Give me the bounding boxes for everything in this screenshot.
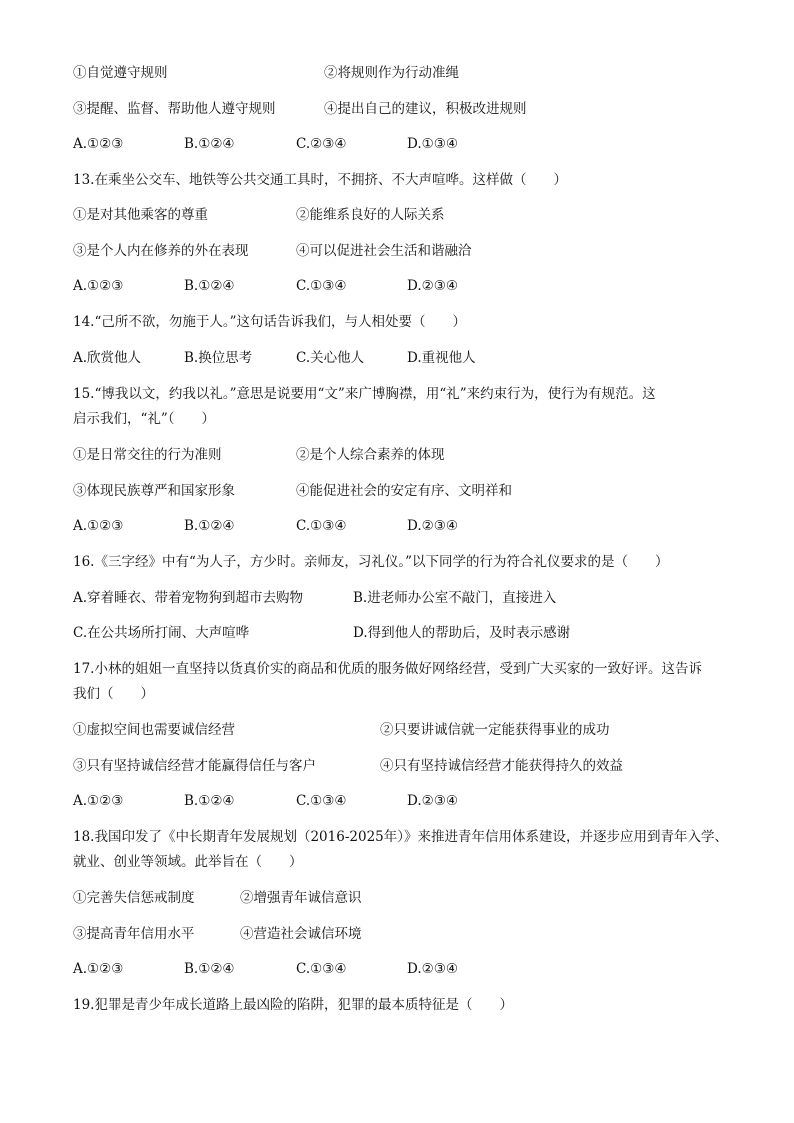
- q17-option-2: ②只要讲诚信就一定能获得事业的成功: [380, 722, 610, 738]
- q17-choice-a: A.①②③: [73, 793, 124, 809]
- q18-choice-d: D.②③④: [407, 961, 458, 977]
- q18-option-2: ②增强青年诚信意识: [240, 890, 362, 906]
- q14-stem: 14.“己所不欲，勿施于人。”这句话告诉我们，与人相处要（ ）: [73, 314, 467, 330]
- q17-option-4: ④只有坚持诚信经营才能获得持久的效益: [380, 758, 623, 774]
- q14-choice-a: A.欣赏他人: [73, 350, 142, 366]
- q15-option-2: ②是个人综合素养的体现: [296, 447, 445, 463]
- q17-stem-line-2: 我们（ ）: [73, 686, 154, 702]
- q13-option-2: ②能维系良好的人际关系: [296, 207, 445, 223]
- q15-choice-d: D.②③④: [407, 518, 458, 534]
- q18-option-4: ④营造社会诚信环境: [240, 926, 362, 942]
- q12-choice-a: A.①②③: [73, 136, 124, 152]
- q18-choice-a: A.①②③: [73, 961, 124, 977]
- q16-stem: 16.《三字经》中有“为人子，方少时。亲师友，习礼仪。”以下同学的行为符合礼仪要求的是（ ）: [73, 554, 669, 570]
- q15-option-1: ①是日常交往的行为准则: [73, 447, 222, 463]
- q16-choice-a: A.穿着睡衣、带着宠物狗到超市去购物: [73, 590, 304, 606]
- q12-choice-c: C.②③④: [296, 136, 347, 152]
- q17-option-1: ①虚拟空间也需要诚信经营: [73, 722, 235, 738]
- q15-choice-c: C.①③④: [296, 518, 347, 534]
- q12-choice-b: B.①②④: [184, 136, 235, 152]
- q18-option-3: ③提高青年信用水平: [73, 926, 195, 942]
- q17-stem-line-1: 17.小林的姐姐一直坚持以货真价实的商品和优质的服务做好网络经营，受到广大买家的一致好评。这告诉: [73, 661, 702, 677]
- q13-choice-d: D.②③④: [407, 278, 458, 294]
- q16-choice-d: D.得到他人的帮助后，及时表示感谢: [353, 625, 571, 641]
- q15-stem-line-1: 15.“博我以文，约我以礼。”意思是说要用“文”来广博胸襟，用“礼”来约束行为，使行为有规范。这: [73, 386, 656, 402]
- q18-option-1: ①完善失信惩戒制度: [73, 890, 195, 906]
- q15-choice-a: A.①②③: [73, 518, 124, 534]
- q14-choice-b: B.换位思考: [184, 350, 253, 366]
- q15-option-3: ③体现民族尊严和国家形象: [73, 483, 235, 499]
- q13-option-1: ①是对其他乘客的尊重: [73, 207, 208, 223]
- q12-option-4: ④提出自己的建议，积极改进规则: [324, 101, 527, 117]
- q18-choice-b: B.①②④: [184, 961, 235, 977]
- q12-choice-d: D.①③④: [407, 136, 458, 152]
- q12-option-1: ①自觉遵守规则: [73, 65, 168, 81]
- q13-choice-c: C.①③④: [296, 278, 347, 294]
- q15-stem-line-2: 启示我们，“礼”（ ）: [73, 411, 216, 427]
- q16-choice-c: C.在公共场所打闹、大声喧哗: [73, 625, 250, 641]
- q18-stem-line-1: 18.我国印发了《中长期青年发展规划（2016-2025年）》来推进青年信用体系建设，并逐步应用到青年入学、: [73, 829, 728, 845]
- q14-choice-c: C.关心他人: [296, 350, 365, 366]
- q19-stem: 19.犯罪是青少年成长道路上最凶险的陷阱，犯罪的最本质特征是（ ）: [73, 997, 513, 1013]
- q17-option-3: ③只有坚持诚信经营才能赢得信任与客户: [73, 758, 316, 774]
- q13-stem: 13.在乘坐公交车、地铁等公共交通工具时，不拥挤、不大声喧哗。这样做（ ）: [73, 172, 567, 188]
- q13-choice-a: A.①②③: [73, 278, 124, 294]
- q15-option-4: ④能促进社会的安定有序、文明祥和: [296, 483, 512, 499]
- q17-choice-d: D.②③④: [407, 793, 458, 809]
- q14-choice-d: D.重视他人: [407, 350, 476, 366]
- q18-choice-c: C.①③④: [296, 961, 347, 977]
- q13-option-4: ④可以促进社会生活和谐融洽: [296, 243, 472, 259]
- q13-choice-b: B.①②④: [184, 278, 235, 294]
- q17-choice-c: C.①③④: [296, 793, 347, 809]
- q17-choice-b: B.①②④: [184, 793, 235, 809]
- q12-option-2: ②将规则作为行动准绳: [324, 65, 459, 81]
- q13-option-3: ③是个人内在修养的外在表现: [73, 243, 249, 259]
- q15-choice-b: B.①②④: [184, 518, 235, 534]
- q16-choice-b: B.进老师办公室不敲门，直接进入: [353, 590, 557, 606]
- q12-option-3: ③提醒、监督、帮助他人遵守规则: [73, 101, 276, 117]
- q18-stem-line-2: 就业、创业等领域。此举旨在（ ）: [73, 854, 303, 870]
